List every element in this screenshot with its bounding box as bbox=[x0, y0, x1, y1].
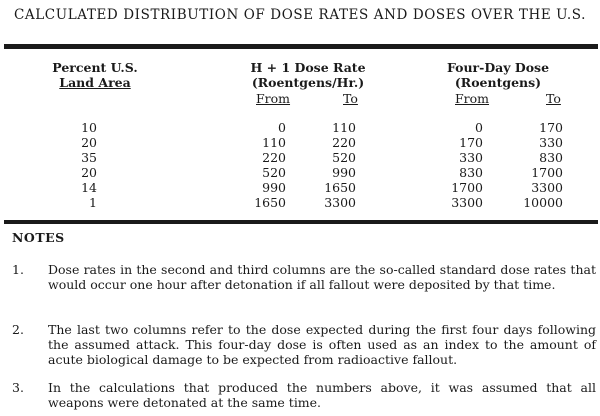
cell-rate-to: 220 bbox=[332, 135, 356, 150]
note-text: In the calculations that produced the numbers above, it was assumed that all weapons were detonated at the same time. bbox=[48, 380, 596, 410]
cell-dose-from: 0 bbox=[475, 120, 483, 135]
cell-rate-from: 990 bbox=[262, 180, 286, 195]
bottom-rule bbox=[4, 220, 598, 224]
cell-pct: 20 bbox=[81, 135, 97, 150]
col-rate-header-line2: (Roentgens/Hr.) bbox=[251, 75, 365, 90]
col-percent-header-line1: Percent U.S. bbox=[52, 60, 138, 75]
cell-rate-to: 1650 bbox=[324, 180, 356, 195]
cell-rate-from: 520 bbox=[262, 165, 286, 180]
cell-dose-to: 3300 bbox=[531, 180, 563, 195]
col-rate-header bbox=[238, 60, 378, 90]
table-body bbox=[0, 120, 600, 210]
cell-rate-to: 3300 bbox=[324, 195, 356, 210]
cell-dose-from: 1700 bbox=[451, 180, 483, 195]
col-dose-header-line2: (Roentgens) bbox=[454, 75, 542, 90]
table-row bbox=[0, 120, 600, 135]
cell-dose-from: 3300 bbox=[451, 195, 483, 210]
cell-pct: 10 bbox=[81, 120, 97, 135]
cell-pct: 35 bbox=[81, 150, 97, 165]
col-dose-header bbox=[438, 60, 558, 90]
note-text: Dose rates in the second and third columns are the so-called standard dose rates that would occur one hour after detonation if all fallout were deposited by that time. bbox=[48, 262, 596, 292]
cell-rate-to: 520 bbox=[332, 150, 356, 165]
note-text: The last two columns refer to the dose expected during the first four days following the assumed attack. This four-day dose is often used as an index to the amount of acute biological damage to be expected from radioactive fallout. bbox=[48, 322, 596, 367]
table-row bbox=[0, 180, 600, 195]
note-number: 1. bbox=[12, 262, 24, 277]
cell-dose-to: 1700 bbox=[531, 165, 563, 180]
rate-to-label: To bbox=[343, 91, 358, 106]
rate-from-label: From bbox=[256, 91, 291, 106]
cell-dose-to: 830 bbox=[539, 150, 563, 165]
dose-from-label: From bbox=[455, 91, 490, 106]
note-number: 3. bbox=[12, 380, 24, 395]
table-row bbox=[0, 165, 600, 180]
dose-to-label: To bbox=[546, 91, 561, 106]
cell-dose-from: 170 bbox=[459, 135, 483, 150]
cell-rate-from: 110 bbox=[262, 135, 286, 150]
table-row bbox=[0, 135, 600, 150]
cell-pct: 14 bbox=[81, 180, 97, 195]
cell-dose-to: 170 bbox=[539, 120, 563, 135]
col-percent-header-line2: Land Area bbox=[59, 75, 131, 90]
col-percent-header bbox=[40, 60, 150, 90]
cell-rate-from: 1650 bbox=[254, 195, 286, 210]
document-title: CALCULATED DISTRIBUTION OF DOSE RATES AND DOSES OVER THE U.S. bbox=[13, 7, 587, 23]
col-dose-header-line1: Four-Day Dose bbox=[446, 60, 550, 75]
notes-heading: NOTES bbox=[12, 230, 65, 245]
table-row bbox=[0, 150, 600, 165]
cell-rate-from: 220 bbox=[262, 150, 286, 165]
cell-dose-from: 330 bbox=[459, 150, 483, 165]
table-row bbox=[0, 195, 600, 210]
cell-pct: 1 bbox=[89, 195, 97, 210]
cell-rate-to: 110 bbox=[332, 120, 356, 135]
cell-dose-to: 330 bbox=[539, 135, 563, 150]
top-rule bbox=[4, 44, 598, 49]
col-rate-header-line1: H + 1 Dose Rate bbox=[250, 60, 366, 75]
cell-pct: 20 bbox=[81, 165, 97, 180]
cell-rate-to: 990 bbox=[332, 165, 356, 180]
cell-rate-from: 0 bbox=[278, 120, 286, 135]
note-number: 2. bbox=[12, 322, 24, 337]
cell-dose-from: 830 bbox=[459, 165, 483, 180]
cell-dose-to: 10000 bbox=[523, 195, 563, 210]
